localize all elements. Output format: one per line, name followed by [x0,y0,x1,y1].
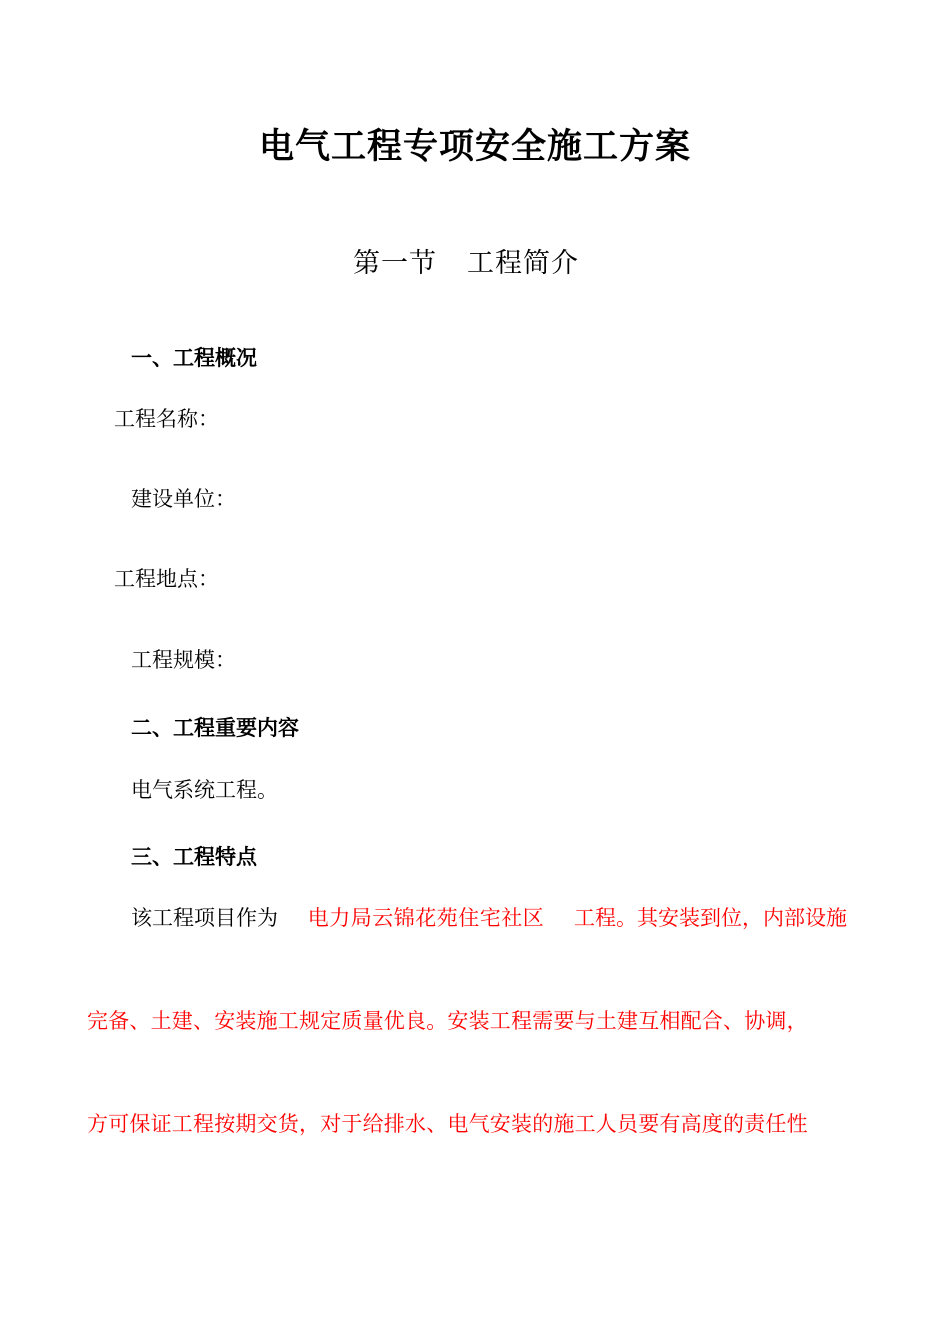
main-content-heading: 二、工程重要内容 [131,716,299,740]
project-name-highlight: 电力局云锦花苑住宅社区 [307,906,545,930]
location-label: 工程地点： [114,567,219,591]
overview-heading: 一、工程概况 [131,346,257,370]
section-name: 工程简介 [467,248,579,279]
project-name-label: 工程名称： [114,407,219,431]
features-line1-suffix: 工程。其安装到位，内部设施 [574,906,847,930]
builder-label: 建设单位： [131,487,236,511]
features-paragraph-line-1 [131,908,847,929]
scale-label: 工程规模： [131,648,236,672]
features-heading: 三、工程特点 [131,845,257,869]
section-title [0,250,932,277]
features-line1-prefix: 该工程项目作为 [131,906,278,930]
features-paragraph-line-3: 方可保证工程按期交货，对于给排水、电气安装的施工人员要有高度的责任性 [87,1112,808,1136]
document-title: 电气工程专项安全施工方案 [258,127,691,167]
main-content-text: 电气系统工程。 [131,778,278,802]
section-label: 第一节 [353,248,437,279]
features-paragraph-line-2: 完备、土建、安装施工规定质量优良。安装工程需要与土建互相配合、协调， [87,1009,808,1033]
